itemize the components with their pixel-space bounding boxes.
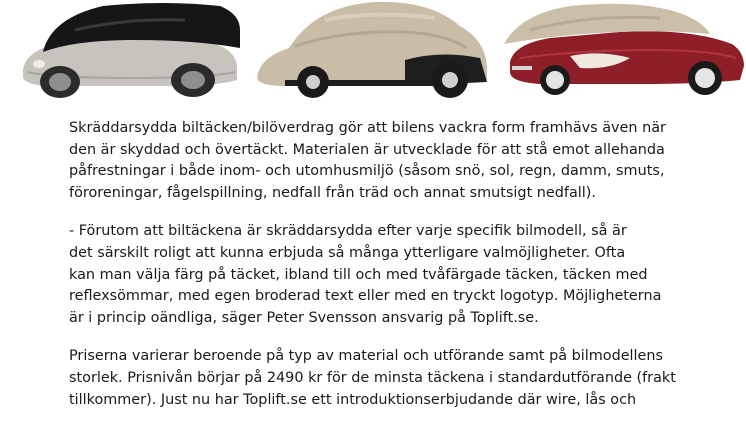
text-line: Skräddarsydda biltäcken/bilöverdrag gör att bilens vackra form framhävs även när [69, 120, 666, 136]
paragraph-quote [69, 221, 739, 329]
car-photo-black-cover [15, 0, 240, 100]
text-line: kan man välja färg på täcket, ibland till och med tvåfärgade täcken, täcken med [69, 266, 648, 283]
text-line: är i princip oändliga, säger Peter Svensson ansvarig på Toplift.se. [69, 309, 539, 326]
text-line: föroreningar, fågelspillning, nedfall från träd och annat smutsigt nedfall). [69, 184, 596, 201]
text-line: tillkommer). Just nu har Toplift.se ett introduktionserbjudande där wire, lås och [69, 391, 637, 408]
text-line: reflexsömmar, med egen broderad text eller med en tryckt logotyp. Möjligheterna [69, 288, 662, 305]
car-photo-beige-cover [255, 0, 490, 100]
text-line: det särskilt roligt att kunna erbjuda så många ytterligare valmöjligheter. Ofta [69, 244, 626, 261]
car-cover-photo-strip [0, 0, 746, 100]
text-line: påfrestningar i både inom- och utomhusmiljö (såsom snö, sol, regn, damm, smuts, [69, 163, 665, 180]
text-line: storlek. Prisnivån börjar på 2490 kr för de minsta täckena i standardutförande (frakt [69, 369, 676, 386]
text-line: - Förutom att biltäckena är skräddarsydda efter varje specifik bilmodell, så är [69, 223, 627, 240]
car-photo-red-convertible [500, 0, 746, 100]
article-body [69, 118, 739, 428]
text-line: den är skyddad och övertäckt. Materialen är utvecklade för att stå emot allehanda [69, 141, 665, 158]
text-line: Priserna varierar beroende på typ av material och utförande samt på bilmodellens [69, 348, 664, 365]
paragraph-intro [69, 118, 739, 204]
paragraph-pricing [69, 346, 739, 411]
